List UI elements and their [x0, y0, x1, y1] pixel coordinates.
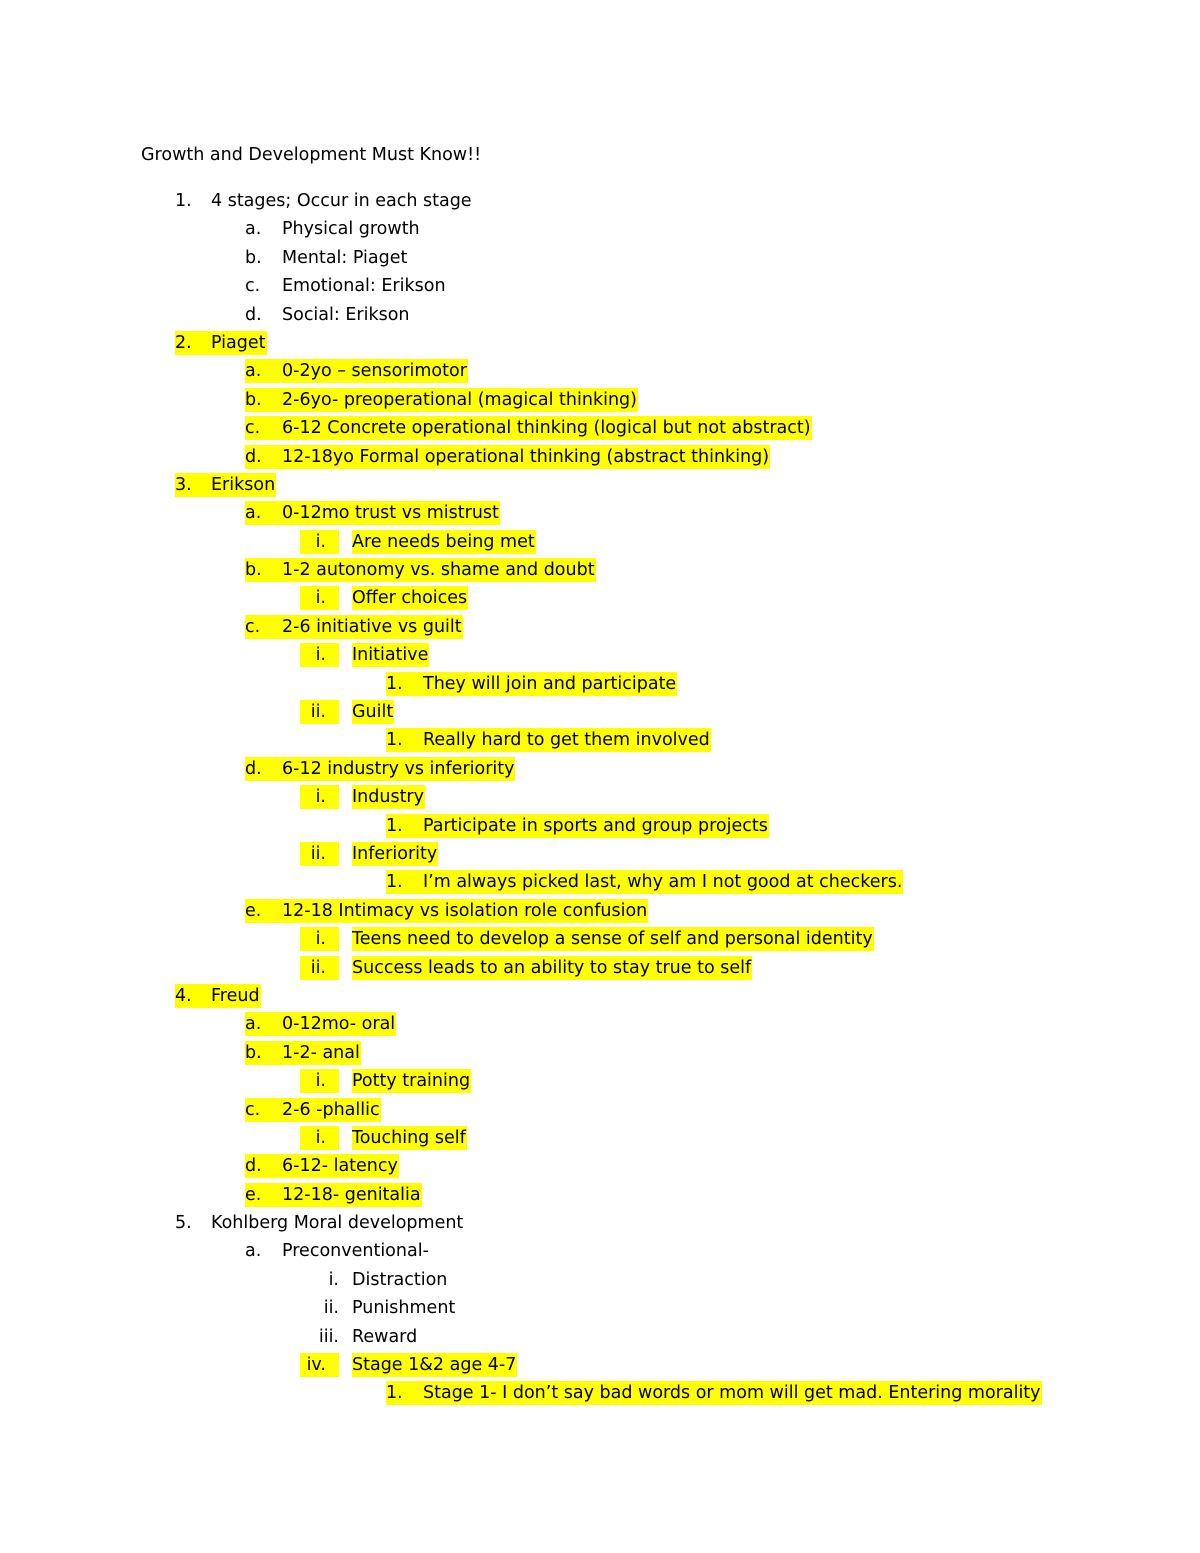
list-marker: iii. — [318, 1326, 339, 1347]
list-marker: i. — [300, 1069, 339, 1093]
outline-item-level-3 — [0, 813, 1200, 841]
outline-item-level-1 — [0, 756, 1200, 784]
list-marker: 1. — [386, 814, 423, 838]
outline-list — [0, 188, 1200, 1409]
outline-item-level-1 — [0, 1097, 1200, 1125]
list-item-text: 12-18 Intimacy vs isolation role confusion — [282, 900, 648, 921]
list-item-text: 2-6 -phallic — [282, 1099, 380, 1120]
list-item-text: Are needs being met — [352, 531, 535, 552]
list-item-text: Emotional: Erikson — [282, 276, 446, 297]
outline-item-level-2 — [0, 699, 1200, 727]
list-item-text: Kohlberg Moral development — [211, 1213, 464, 1234]
list-marker: ii. — [323, 1298, 339, 1319]
outline-item-level-2 — [0, 1295, 1200, 1323]
list-marker: 1. — [386, 870, 423, 894]
list-marker: 4. — [175, 984, 211, 1008]
list-item-text: Stage 1- I don’t say bad words or mom will get mad. Entering morality — [423, 1383, 1041, 1404]
list-item-text: Stage 1&2 age 4-7 — [352, 1355, 517, 1376]
list-item-text: Piaget — [211, 332, 266, 353]
outline-item-level-1 — [0, 415, 1200, 443]
list-item-text: Freud — [211, 985, 260, 1006]
outline-item-level-2 — [0, 642, 1200, 670]
list-item-text: 0-2yo – sensorimotor — [282, 361, 467, 382]
outline-item-level-1 — [0, 358, 1200, 386]
outline-item-level-2 — [0, 841, 1200, 869]
list-item-text: Reward — [352, 1326, 418, 1347]
list-marker: d. — [245, 1154, 282, 1178]
list-item-text: Preconventional- — [282, 1241, 429, 1262]
list-item-text: 2-6yo- preoperational (magical thinking) — [282, 389, 637, 410]
list-marker: 1. — [386, 672, 423, 696]
list-marker: i. — [300, 785, 339, 809]
list-item-text: Offer choices — [352, 588, 468, 609]
list-item-text: Teens need to develop a sense of self and personal identity — [352, 929, 873, 950]
outline-item-level-0 — [0, 330, 1200, 358]
list-marker: b. — [245, 247, 262, 268]
list-marker: a. — [245, 359, 282, 383]
list-item-text: 2-6 initiative vs guilt — [282, 616, 462, 637]
list-item-text: 0-12mo trust vs mistrust — [282, 503, 499, 524]
list-item-text: Physical growth — [282, 219, 420, 240]
outline-item-level-1 — [0, 387, 1200, 415]
list-item-text: Mental: Piaget — [282, 247, 408, 268]
outline-item-level-1 — [0, 216, 1200, 244]
list-item-text: 6-12 Concrete operational thinking (logical but not abstract) — [282, 418, 811, 439]
list-marker: ii. — [300, 842, 339, 866]
list-marker: b. — [245, 558, 282, 582]
list-item-text: Industry — [352, 787, 424, 808]
list-item-text: Punishment — [352, 1298, 456, 1319]
outline-item-level-2 — [0, 1068, 1200, 1096]
outline-item-level-1 — [0, 1153, 1200, 1181]
list-item-text: 12-18- genitalia — [282, 1184, 421, 1205]
list-item-text: Inferiority — [352, 843, 438, 864]
outline-item-level-1 — [0, 898, 1200, 926]
list-marker: ii. — [300, 700, 339, 724]
list-item-text: Success leads to an ability to stay true to self — [352, 957, 752, 978]
page-title: Growth and Development Must Know!! — [141, 145, 482, 165]
outline-item-level-1 — [0, 1040, 1200, 1068]
list-marker: i. — [300, 927, 339, 951]
list-marker: i. — [328, 1269, 339, 1290]
outline-item-level-2 — [0, 1267, 1200, 1295]
list-item-text: Erikson — [211, 474, 276, 495]
outline-item-level-1 — [0, 557, 1200, 585]
outline-item-level-1 — [0, 302, 1200, 330]
list-item-text: 0-12mo- oral — [282, 1014, 396, 1035]
list-marker: b. — [245, 388, 282, 412]
list-marker: 1. — [175, 191, 192, 211]
list-marker: c. — [245, 615, 282, 639]
list-item-text: 4 stages; Occur in each stage — [211, 191, 472, 211]
list-item-text: 6-12- latency — [282, 1156, 398, 1177]
list-item-text: Really hard to get them involved — [423, 730, 710, 751]
list-marker: 1. — [386, 728, 423, 752]
outline-item-level-2 — [0, 529, 1200, 557]
outline-item-level-2 — [0, 1125, 1200, 1153]
outline-item-level-3 — [0, 727, 1200, 755]
list-item-text: Guilt — [352, 702, 394, 723]
outline-item-level-2 — [0, 955, 1200, 983]
list-marker: c. — [245, 416, 282, 440]
outline-item-level-0 — [0, 983, 1200, 1011]
list-item-text: 1-2 autonomy vs. shame and doubt — [282, 560, 595, 581]
outline-item-level-2 — [0, 585, 1200, 613]
list-marker: b. — [245, 1041, 282, 1065]
list-marker: 2. — [175, 331, 211, 355]
list-marker: 1. — [386, 1381, 423, 1405]
list-item-text: 6-12 industry vs inferiority — [282, 758, 515, 779]
list-marker: a. — [245, 1012, 282, 1036]
outline-item-level-3 — [0, 1380, 1200, 1408]
list-item-text: They will join and participate — [423, 673, 677, 694]
list-marker: i. — [300, 586, 339, 610]
list-marker: e. — [245, 899, 282, 923]
outline-item-level-0 — [0, 188, 1200, 216]
outline-item-level-1 — [0, 614, 1200, 642]
outline-item-level-3 — [0, 869, 1200, 897]
outline-item-level-1 — [0, 1011, 1200, 1039]
outline-item-level-3 — [0, 671, 1200, 699]
list-item-text: I’m always picked last, why am I not good at checkers. — [423, 872, 903, 893]
outline-item-level-1 — [0, 444, 1200, 472]
outline-item-level-2 — [0, 1324, 1200, 1352]
outline-item-level-1 — [0, 1182, 1200, 1210]
list-marker: d. — [245, 445, 282, 469]
list-marker: 3. — [175, 473, 211, 497]
list-item-text: 12-18yo Formal operational thinking (abstract thinking) — [282, 446, 770, 467]
list-marker: d. — [245, 757, 282, 781]
outline-item-level-2 — [0, 926, 1200, 954]
outline-item-level-0 — [0, 1210, 1200, 1238]
list-item-text: Distraction — [352, 1269, 448, 1290]
list-item-text: Participate in sports and group projects — [423, 815, 768, 836]
list-marker: iv. — [300, 1353, 339, 1377]
list-marker: a. — [245, 1241, 262, 1262]
list-marker: e. — [245, 1183, 282, 1207]
outline-item-level-2 — [0, 784, 1200, 812]
list-marker: c. — [245, 1098, 282, 1122]
list-marker: i. — [300, 643, 339, 667]
list-marker: c. — [245, 276, 261, 297]
outline-item-level-1 — [0, 1238, 1200, 1266]
list-item-text: Social: Erikson — [282, 304, 410, 325]
list-item-text: Potty training — [352, 1071, 471, 1092]
list-marker: a. — [245, 219, 262, 240]
list-item-text: Touching self — [352, 1127, 466, 1148]
outline-item-level-1 — [0, 273, 1200, 301]
list-marker: i. — [300, 530, 339, 554]
outline-item-level-0 — [0, 472, 1200, 500]
list-item-text: Initiative — [352, 645, 429, 666]
list-item-text: 1-2- anal — [282, 1042, 360, 1063]
outline-item-level-1 — [0, 500, 1200, 528]
list-marker: i. — [300, 1126, 339, 1150]
outline-item-level-2 — [0, 1352, 1200, 1380]
list-marker: 5. — [175, 1213, 192, 1234]
outline-item-level-1 — [0, 245, 1200, 273]
list-marker: ii. — [300, 956, 339, 980]
list-marker: a. — [245, 501, 282, 525]
list-marker: d. — [245, 304, 262, 325]
